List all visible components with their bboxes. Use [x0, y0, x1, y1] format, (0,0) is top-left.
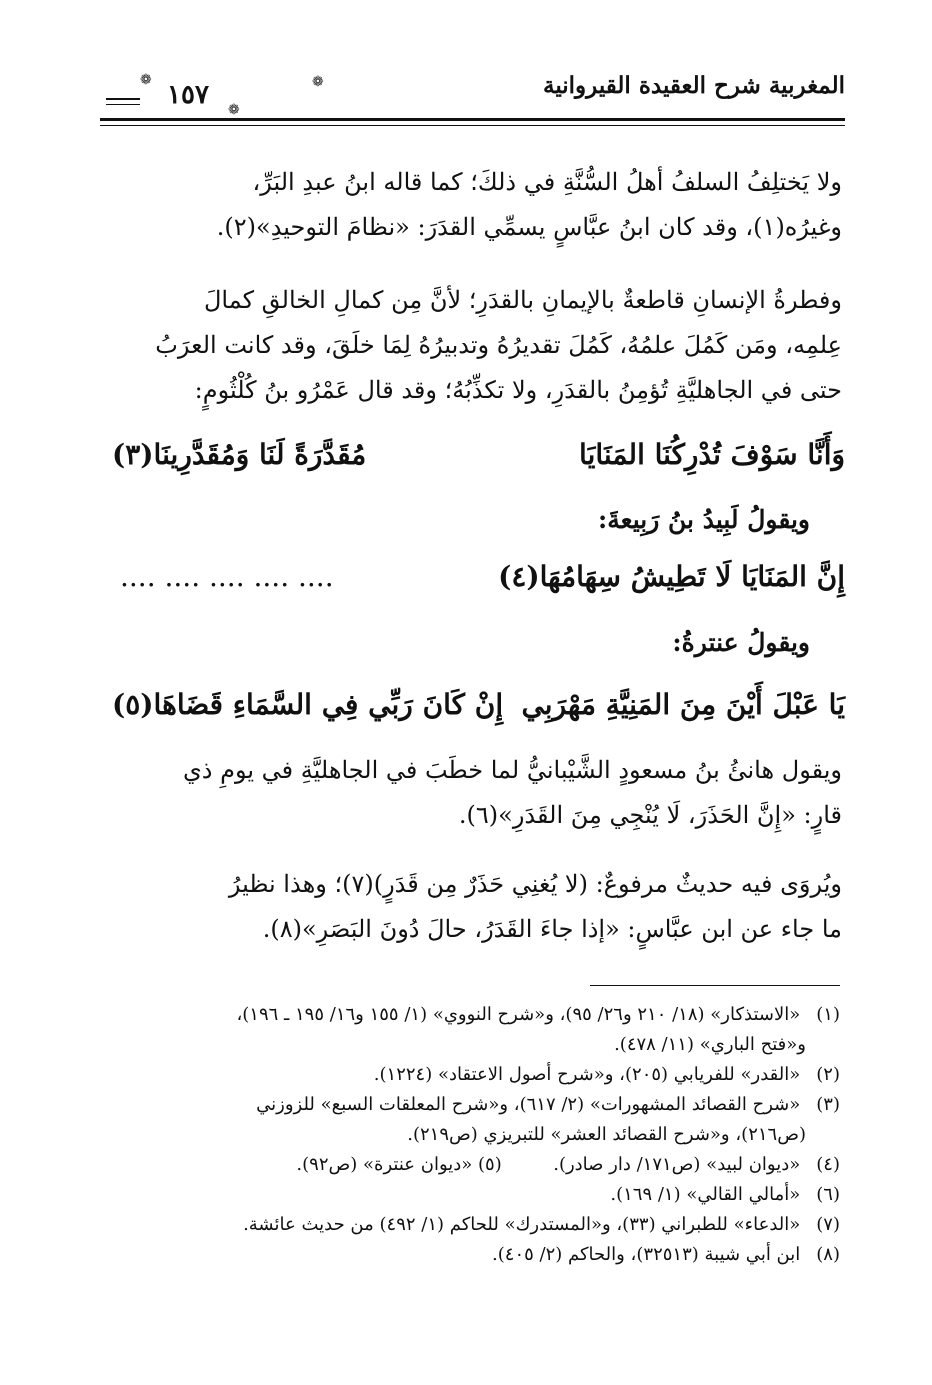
footnote-text: «ديوان عنترة» (ص٩٢). — [296, 1154, 473, 1175]
paragraph — [100, 748, 842, 838]
header-rule — [106, 98, 140, 100]
verse-line — [100, 438, 845, 484]
footnote-text: «القدر» للفريابي (٢٠٥)، و«شرح أصول الاعتقاد» (١٢٢٤). — [373, 1064, 801, 1085]
verse-hemistich: يَا عَبْلَ أَيْنَ مِنَ المَنِيَّةِ مَهْرَبِي — [521, 688, 845, 721]
footnote — [95, 1180, 840, 1210]
footnote-text: «ديوان لبيد» (ص١٧١/ دار صادر). — [553, 1154, 801, 1175]
verse-intro: ويقولُ لَبِيدُ بنُ رَبِيعةَ: — [598, 505, 810, 534]
verse-line — [100, 688, 845, 734]
footnote-text: «شرح القصائد المشهورات» (٢/ ٦١٧)، و«شرح المعلقات السبع» للزوزني — [256, 1094, 801, 1115]
text-line: وغيرُه(١)، وقد كان ابنُ عبَّاسٍ يسمِّي القدَرَ: «نظامَ التوحيدِ»(٢). — [216, 213, 842, 241]
footnote — [95, 1210, 840, 1240]
footnote-text: «الاستذكار» (١٨/ ٢١٠ و٢٦/ ٩٥)، و«شرح النووي» (١/ ١٥٥ و١٦/ ١٩٥ ـ ١٩٦)، — [236, 1004, 801, 1025]
footnote-number: (٨) — [816, 1244, 840, 1265]
footnote-text: «الدعاء» للطبراني (٣٣)، و«المستدرك» للحاكم (١/ ٤٩٢) من حديث عائشة. — [243, 1214, 801, 1235]
footnote-number: (٥) — [478, 1154, 502, 1175]
footnote-separator — [590, 985, 840, 986]
verse-hemistich: .... .... .... .... .... — [120, 560, 334, 593]
footnote-number: (١) — [816, 1004, 840, 1025]
footnote-number: (٢) — [816, 1064, 840, 1085]
header-rule — [100, 118, 845, 121]
ornament-icon: ❁ — [140, 72, 152, 88]
footnote-number: (٣) — [816, 1094, 840, 1115]
footnote — [95, 1000, 840, 1030]
footnote-text: ابن أبي شيبة (٣٢٥١٣)، والحاكم (٢/ ٤٠٥). — [492, 1244, 801, 1265]
ornament-icon: ❁ — [228, 102, 240, 118]
ornament-icon: ❁ — [312, 74, 324, 90]
verse-hemistich: إِنَّ المَنَايَا لَا تَطِيشُ سِهَامُهَا(٤) — [498, 560, 845, 593]
paragraph — [100, 160, 842, 250]
text-line: قارٍ: «إِنَّ الحَذَرَ، لَا يُنْجِي مِنَ القَدَرِ»(٦). — [458, 801, 842, 829]
header-rule — [100, 125, 845, 126]
text-line: ويُروَى فيه حديثٌ مرفوعٌ: (لا يُغنِي حَذَرٌ مِن قَدَرٍ)(٧)؛ وهذا نظيرُ — [228, 870, 842, 898]
paragraph — [100, 862, 842, 952]
verse-line — [100, 560, 845, 606]
text-line: ما جاء عن ابن عبَّاسٍ: «إذا جاءَ القَدَرُ، حالَ دُونَ البَصَرِ»(٨). — [262, 915, 842, 943]
footnote-number: (٧) — [816, 1214, 840, 1235]
text-line: حتى في الجاهليَّةِ تُؤمِنُ بالقدَرِ، ولا تكذِّبُهُ؛ وقد قال عَمْرُو بنُ كُلْثُومٍ: — [194, 376, 842, 404]
running-title: المغربية شرح العقيدة القيروانية — [542, 72, 845, 99]
text-line: ويقول هانئُ بنُ مسعودٍ الشَّيْبانيُّ لما خطَبَ في الجاهليَّةِ في يومِ ذي — [182, 756, 842, 784]
footnote — [95, 1060, 840, 1090]
text-line: ولا يَختلِفُ السلفُ أهلُ السُّنَّةِ في ذلكَ؛ كما قاله ابنُ عبدِ البَرِّ، — [252, 168, 842, 196]
verse-intro: ويقولُ عنترةُ: — [672, 628, 810, 657]
header-rule — [106, 104, 140, 105]
footnote — [95, 1240, 840, 1270]
footnotes — [95, 1000, 840, 1270]
footnote-number: (٦) — [816, 1184, 840, 1205]
footnote-continuation: (ص٢١٦)، و«شرح القصائد العشر» للتبريزي (ص٢١٩). — [407, 1124, 806, 1145]
verse-hemistich: وَأَنَّا سَوْفَ تُدْرِكُنَا المَنَايَا — [579, 438, 845, 471]
text-line: وفطرةُ الإنسانِ قاطعةٌ بالإيمانِ بالقدَرِ؛ لأنَّ مِن كمالِ الخالقِ كمالَ — [203, 286, 842, 314]
page-header — [100, 70, 845, 130]
verse-hemistich: إِنْ كَانَ رَبِّي فِي السَّمَاءِ قَضَاهَا(٥) — [112, 688, 504, 721]
footnote-number: (٤) — [816, 1154, 840, 1175]
footnote-text: «أمالي القالي» (١/ ١٦٩). — [610, 1184, 801, 1205]
verse-hemistich: مُقَدَّرَةً لَنَا وَمُقَدَّرِينَا(٣) — [112, 438, 367, 471]
page-number: ١٥٧ — [167, 80, 209, 110]
footnote-continuation: و«فتح الباري» (١١/ ٤٧٨). — [614, 1034, 806, 1055]
footnote — [95, 1090, 840, 1120]
footnote — [95, 1150, 840, 1180]
text-line: عِلمِه، ومَن كَمُلَ علمُهُ، كَمُلَ تقديرُهُ وتدبيرُهُ لِمَا خلَقَ، وقد كانت العرَبُ — [155, 331, 842, 359]
paragraph — [100, 278, 842, 413]
